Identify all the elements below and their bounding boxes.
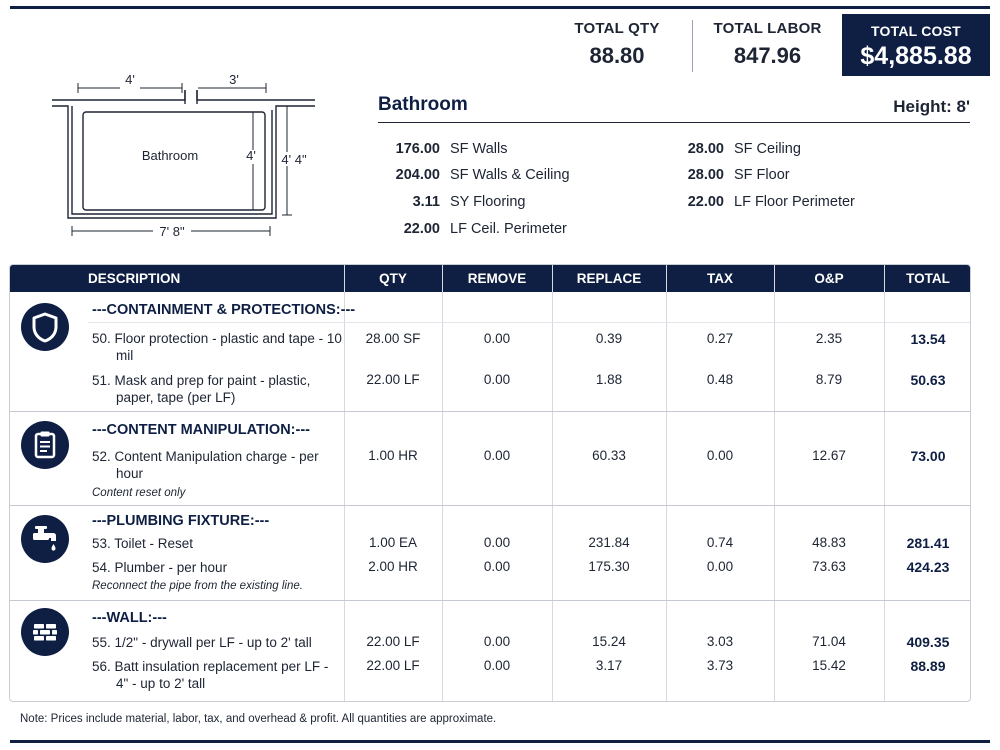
dim-top-left: 4': [125, 72, 135, 87]
item-total: 73.00: [910, 448, 946, 464]
item-total: 409.35: [906, 634, 950, 650]
measurement-value: 176.00: [395, 141, 440, 157]
item-op: 2.35: [815, 331, 843, 346]
top-rule: [10, 6, 990, 9]
item-qty: 22.00 LF: [366, 372, 420, 387]
section-divider: [10, 411, 970, 412]
item-op: 73.63: [812, 559, 846, 574]
item-tax: 0.27: [706, 331, 734, 346]
item-remove: 0.00: [483, 448, 511, 463]
item-remove: 0.00: [483, 559, 511, 574]
item-op: 15.42: [812, 658, 846, 673]
item-replace: 15.24: [592, 634, 626, 649]
item-description: 54. Plumber - per hour: [92, 560, 228, 575]
item-replace: 3.17: [595, 658, 623, 673]
measurement-value: 22.00: [687, 194, 724, 210]
total-cost-value: $4,885.88: [860, 42, 972, 70]
section-title: ---WALL:---: [92, 610, 167, 626]
item-replace: 175.30: [588, 559, 630, 574]
item-remove: 0.00: [483, 331, 511, 346]
room-divider: [378, 122, 970, 123]
col-header-remove: REMOVE: [467, 271, 527, 286]
item-tax: 0.74: [706, 535, 734, 550]
col-header-op: O&P: [814, 271, 844, 286]
item-replace: 1.88: [595, 372, 623, 387]
footnote: Note: Prices include material, labor, tax, and overhead & profit. All quantities are approximate.: [20, 713, 497, 725]
item-qty: 1.00 HR: [368, 448, 418, 463]
item-qty: 2.00 HR: [368, 559, 418, 574]
item-description: 51. Mask and prep for paint - plastic, paper, tape (per LF): [92, 373, 311, 405]
total-qty-label: TOTAL QTY: [574, 20, 660, 37]
dim-inner-height: 4': [246, 148, 256, 163]
room-height: Height: 8': [893, 97, 970, 116]
item-op: 8.79: [815, 372, 843, 387]
measurement-value: 28.00: [687, 167, 724, 183]
item-total: 13.54: [910, 331, 946, 347]
faucet-icon: [21, 515, 69, 563]
measurement-value: 28.00: [687, 141, 724, 157]
item-total: 88.89: [910, 658, 946, 674]
bottom-rule: [10, 740, 990, 743]
dim-width: 7' 8": [159, 224, 185, 239]
section-title: ---PLUMBING FIXTURE:---: [92, 513, 270, 529]
measurement-label: SY Flooring: [450, 194, 526, 210]
total-cost: [842, 14, 990, 76]
sketch-room-label: Bathroom: [141, 148, 199, 163]
item-remove: 0.00: [483, 634, 511, 649]
measurement-value: 22.00: [403, 221, 440, 237]
measurement-label: LF Ceil. Perimeter: [450, 221, 567, 237]
section-divider: [10, 600, 970, 601]
line-item-table: [9, 264, 971, 702]
dim-outer-height: 4' 4": [281, 152, 307, 167]
col-header-replace: REPLACE: [576, 271, 642, 286]
measurement-label: SF Walls & Ceiling: [450, 167, 570, 183]
measurement-label: SF Floor: [734, 167, 790, 183]
col-header-description: DESCRIPTION: [88, 271, 181, 286]
item-qty: 1.00 EA: [368, 535, 418, 550]
item-remove: 0.00: [483, 658, 511, 673]
section-divider: [10, 505, 970, 506]
room-title: Bathroom: [378, 94, 468, 115]
item-total: 50.63: [910, 372, 946, 388]
item-op: 48.83: [812, 535, 846, 550]
measurement-label: SF Walls: [450, 141, 508, 157]
item-replace: 0.39: [595, 331, 623, 346]
item-total: 281.41: [906, 535, 950, 551]
item-tax: 0.48: [706, 372, 734, 387]
measurement-row: [684, 167, 790, 183]
item-op: 71.04: [812, 634, 846, 649]
section-note: Reconnect the pipe from the existing line.: [92, 580, 303, 592]
row-divider: [88, 322, 970, 323]
brick-wall-icon: [21, 608, 69, 656]
shield-icon: [21, 303, 69, 351]
item-replace: 60.33: [592, 448, 626, 463]
measurement-row: [386, 221, 567, 237]
room-sketch: [40, 70, 340, 245]
measurement-row: [684, 194, 855, 210]
item-description: 50. Floor protection - plastic and tape - 10 mil: [92, 331, 342, 363]
item-total: 424.23: [906, 559, 950, 575]
item-qty: 22.00 LF: [366, 658, 420, 673]
item-op: 12.67: [812, 448, 846, 463]
measurement-row: [386, 141, 507, 157]
item-tax: 0.00: [706, 448, 734, 463]
measurement-label: SF Ceiling: [734, 141, 801, 157]
item-description: 52. Content Manipulation charge - per hour: [92, 449, 319, 481]
item-description: 53. Toilet - Reset: [92, 536, 194, 551]
section-title: ---CONTENT MANIPULATION:---: [92, 422, 310, 438]
item-remove: 0.00: [483, 535, 511, 550]
item-tax: 3.03: [706, 634, 734, 649]
col-header-total: TOTAL: [906, 271, 950, 286]
totals-summary: [542, 14, 990, 76]
section-note: Content reset only: [92, 487, 186, 499]
measurement-value: 204.00: [395, 167, 440, 183]
item-tax: 3.73: [706, 658, 734, 673]
dim-top-right: 3': [229, 72, 239, 87]
total-qty: [542, 14, 692, 76]
item-tax: 0.00: [706, 559, 734, 574]
col-header-tax: TAX: [707, 271, 733, 286]
measurement-row: [684, 141, 801, 157]
total-qty-value: 88.80: [589, 43, 645, 68]
measurement-value: 3.11: [412, 194, 440, 210]
col-header-qty: QTY: [379, 271, 407, 286]
item-description: 56. Batt insulation replacement per LF - 4" - up to 2' tall: [92, 659, 329, 691]
item-remove: 0.00: [483, 372, 511, 387]
measurement-row: [386, 167, 570, 183]
item-qty: 22.00 LF: [366, 634, 420, 649]
item-qty: 28.00 SF: [365, 331, 421, 346]
section-title: ---CONTAINMENT & PROTECTIONS:---: [92, 302, 356, 318]
clipboard-icon: [21, 421, 69, 469]
total-cost-label: TOTAL COST: [871, 23, 961, 39]
total-labor: [692, 20, 842, 72]
measurement-row: [386, 194, 526, 210]
total-labor-value: 847.96: [733, 43, 802, 68]
item-replace: 231.84: [588, 535, 630, 550]
total-labor-label: TOTAL LABOR: [713, 20, 822, 37]
item-description: 55. 1/2" - drywall per LF - up to 2' tall: [92, 635, 312, 650]
measurement-label: LF Floor Perimeter: [734, 194, 855, 210]
